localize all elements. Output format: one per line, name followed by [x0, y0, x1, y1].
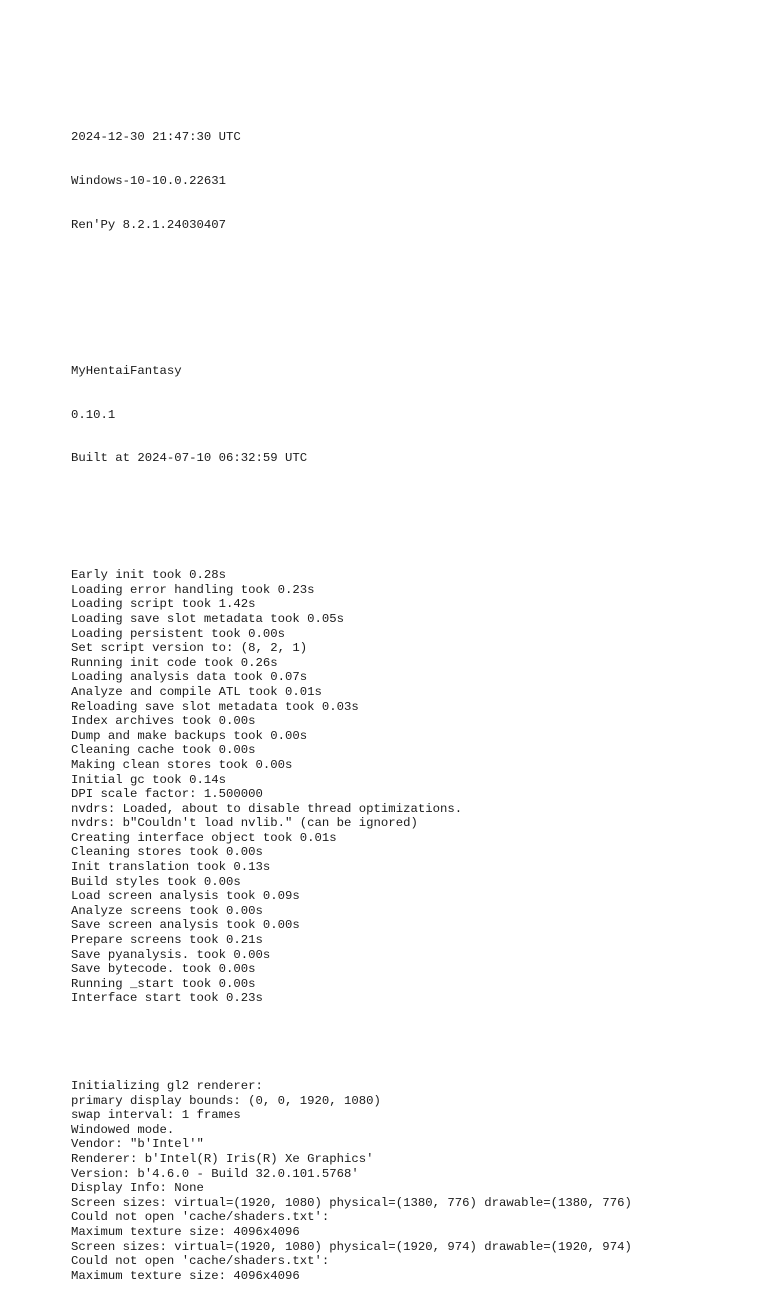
- init-log-line: Cleaning cache took 0.00s: [71, 743, 256, 758]
- timestamp-line: 2024-12-30 21:47:30 UTC: [71, 130, 241, 145]
- init-log-line: nvdrs: Loaded, about to disable thread optimizations.: [71, 801, 463, 816]
- blank-line: [71, 291, 768, 306]
- renderer-log-line: Maximum texture size: 4096x4096: [71, 1224, 300, 1239]
- renderer-log-line: Version: b'4.6.0 - Build 32.0.101.5768': [71, 1166, 359, 1181]
- init-log-line: Loading error handling took 0.23s: [71, 582, 315, 597]
- init-log-line: Analyze screens took 0.00s: [71, 903, 263, 918]
- init-log-line: DPI scale factor: 1.500000: [71, 787, 263, 802]
- renderer-log-line: swap interval: 1 frames: [71, 1108, 241, 1123]
- init-log-line: Running init code took 0.26s: [71, 655, 278, 670]
- build-date-line: Built at 2024-07-10 06:32:59 UTC: [71, 451, 308, 466]
- init-log-line: nvdrs: b"Couldn't load nvlib." (can be ignored): [71, 816, 418, 831]
- log-text: [71, 72, 768, 1312]
- init-log-line: Loading script took 1.42s: [71, 597, 256, 612]
- init-log-line: Save pyanalysis. took 0.00s: [71, 947, 271, 962]
- init-log-line: Prepare screens took 0.21s: [71, 933, 263, 948]
- init-log-line: Dump and make backups took 0.00s: [71, 728, 308, 743]
- renderer-log-line: Vendor: "b'Intel'": [71, 1137, 204, 1152]
- renderer-log-block: [71, 1079, 768, 1283]
- init-log-line: Analyze and compile ATL took 0.01s: [71, 684, 322, 699]
- init-log-line: Save bytecode. took 0.00s: [71, 962, 256, 977]
- renderer-log-line: Initializing gl2 renderer:: [71, 1078, 263, 1093]
- init-log-line: Index archives took 0.00s: [71, 714, 256, 729]
- renderer-log-line: Could not open 'cache/shaders.txt':: [71, 1210, 330, 1225]
- init-log-line: Running _start took 0.00s: [71, 976, 256, 991]
- platform-line: Windows-10-10.0.22631: [71, 174, 226, 189]
- game-block: [71, 335, 768, 496]
- renderer-log-line: Maximum texture size: 4096x4096: [71, 1268, 300, 1283]
- renderer-log-line: Screen sizes: virtual=(1920, 1080) physical=(1920, 974) drawable=(1920, 974): [71, 1239, 632, 1254]
- init-log-line: Reloading save slot metadata took 0.03s: [71, 699, 359, 714]
- init-log-line: Loading save slot metadata took 0.05s: [71, 611, 345, 626]
- header-block: [71, 101, 768, 262]
- blank-line: [71, 1035, 768, 1050]
- game-name-line: MyHentaiFantasy: [71, 363, 182, 378]
- init-log-line: Making clean stores took 0.00s: [71, 757, 293, 772]
- init-log-line: Interface start took 0.23s: [71, 991, 263, 1006]
- init-log-line: Init translation took 0.13s: [71, 860, 271, 875]
- renderer-log-line: Display Info: None: [71, 1181, 204, 1196]
- renderer-log-line: primary display bounds: (0, 0, 1920, 1080): [71, 1093, 381, 1108]
- renderer-log-line: Could not open 'cache/shaders.txt':: [71, 1254, 330, 1269]
- renpy-version-line: Ren'Py 8.2.1.24030407: [71, 217, 226, 232]
- renderer-log-line: Windowed mode.: [71, 1122, 175, 1137]
- init-log-line: Loading analysis data took 0.07s: [71, 670, 308, 685]
- init-log-line: Load screen analysis took 0.09s: [71, 889, 300, 904]
- renderer-log-line: Screen sizes: virtual=(1920, 1080) physical=(1380, 776) drawable=(1380, 776): [71, 1195, 632, 1210]
- init-log-line: Loading persistent took 0.00s: [71, 626, 286, 641]
- init-log-line: Set script version to: (8, 2, 1): [71, 641, 308, 656]
- init-log-line: Initial gc took 0.14s: [71, 772, 226, 787]
- init-log-line: Save screen analysis took 0.00s: [71, 918, 300, 933]
- renderer-log-line: Renderer: b'Intel(R) Iris(R) Xe Graphics': [71, 1151, 374, 1166]
- init-log-line: Cleaning stores took 0.00s: [71, 845, 263, 860]
- init-log-line: Early init took 0.28s: [71, 568, 226, 583]
- init-log-line: Creating interface object took 0.01s: [71, 830, 337, 845]
- init-log-block: [71, 568, 768, 1006]
- init-log-line: Build styles took 0.00s: [71, 874, 241, 889]
- game-version-line: 0.10.1: [71, 407, 116, 422]
- blank-line: [71, 524, 768, 539]
